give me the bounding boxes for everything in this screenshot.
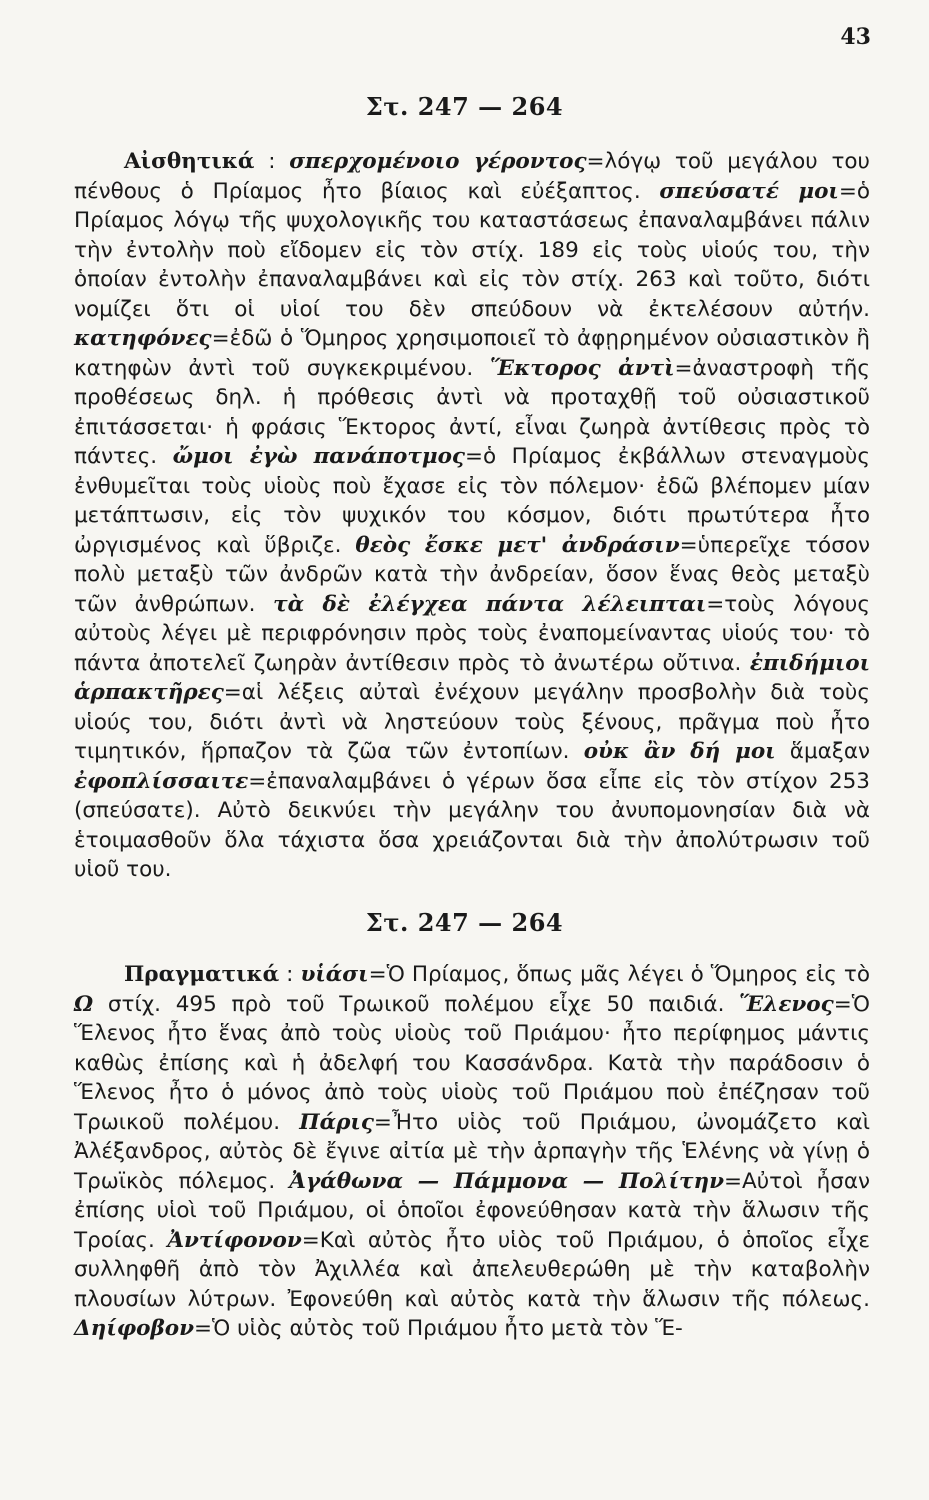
lemma-term: ἐφοπλίσσαιτε [74, 768, 249, 794]
lemma-explanation: =ὑπερεῖχε τόσον πολὺ μεταξὺ τῶν ἀνδρῶν κατὰ τὴν ἀνδρείαν, ὅσον ἕνας θεὸς μεταξὺ τῶν ἀνθρώπων. [74, 532, 870, 617]
lemma-explanation: στίχ. 495 πρὸ τοῦ Τρωικοῦ πολέμου εἶχε 50 παιδιά. [93, 991, 740, 1017]
lemma-explanation: =λόγῳ τοῦ μεγάλου του πένθους ὁ Πρίαμος ἦτο βίαιος καὶ εὐέξαπτος. [74, 149, 870, 204]
lemma-term: υἱάσι [300, 962, 369, 987]
lemma-term: Ἕλενος [739, 991, 834, 1017]
lemma-explanation: =Ὁ υἱὸς αὐτὸς τοῦ Πριάμου ἦτο μετὰ τὸν Ἕ- [194, 1316, 683, 1341]
section-heading-aesthetic: Στ. 247 — 264 [365, 92, 564, 121]
section-label: Αἰσθητικά [124, 149, 255, 174]
lemma-term: οὐκ ἂν δή μοι [583, 739, 776, 764]
factual-paragraph: Πραγματικά : υἱάσι=Ὁ Πρίαμος, ὅπως μᾶς λέγει ὁ Ὅμηρος εἰς τὸ Ω στίχ. 495 πρὸ τοῦ Τρωικοῦ πολέμου εἶχε 50 παιδιά. Ἕλενος=Ὁ Ἕλενος ἦτο ἕνας ἀπὸ τοὺς υἱοὺς τοῦ Πριάμου· ἦτο περίφημος μάντις καθὼς ἐπίσης καὶ ἡ ἀδελφή του Κασσάνδρα. Κατὰ τὴν παράδοσιν ὁ Ἕλενος ἦτο ὁ μόνος ἀπὸ τοὺς υἱοὺς τοῦ Πριάμου ποὺ ἐπέζησαν τοῦ Τρωικοῦ πολέμου. Πάρις=Ἦτο υἱὸς τοῦ Πριάμου, ὠνομάζετο καὶ Ἀλέξανδρος, αὐτὸς δὲ ἔγινε αἰτία μὲ τὴν ἁρπαγὴν τῆς Ἑλένης νὰ γίνῃ ὁ Τρωϊκὸς πόλεμος. Ἀγάθωνα — Πάμμονα — Πολίτην=Αὐτοὶ ἦσαν ἐπίσης υἱοὶ τοῦ Πριάμου, οἱ ὁποῖοι ἐφονεύθησαν κατὰ τὴν ἅλωσιν τῆς Τροίας. Ἀντίφονον=Καὶ αὐτὸς ἦτο υἱὸς τοῦ Πριάμου, ὁ ὁποῖος εἶχε συλληφθῆ ἀπὸ τὸν Ἀχιλλέα καὶ ἀπελευθερώθη μὲ τὴν καταβολὴν πλουσίων λύτρων. Ἐφονεύθη καὶ αὐτὸς κατὰ τὴν ἅλωσιν τῆς πόλεως. Δηίφοβον=Ὁ υἱὸς αὐτὸς τοῦ Πριάμου ἦτο μετὰ τὸν Ἕ- [74, 962, 871, 1341]
lemma-term: σπεύσατέ μοι [659, 178, 839, 204]
lemma-explanation: =Ὁ Ἕλενος ἦτο ἕνας ἀπὸ τοὺς υἱοὺς τοῦ Πριάμου· ἦτο περίφημος μάντις καθὼς ἐπίσης καὶ ἡ ἀδελφή του Κασσάνδρα. Κατὰ τὴν παράδοσιν ὁ Ἕλενος ἦτο ὁ μόνος ἀπὸ τοὺς υἱοὺς τοῦ Πριάμου ποὺ ἐπέζησαν τοῦ Τρωικοῦ πολέμου. [74, 991, 870, 1135]
aesthetic-commentary [74, 147, 870, 885]
lemma-term: κατηφόνες [74, 326, 212, 351]
lemma-term: Πάρις [299, 1109, 374, 1135]
lemma-explanation: =Καὶ αὐτὸς ἦτο υἱὸς τοῦ Πριάμου, ὁ ὁποῖος εἶχε συλληφθῆ ἀπὸ τὸν Ἀχιλλέα καὶ ἀπελευθερώθη μὲ τὴν καταβολὴν πλουσίων λύτρων. Ἐφονεύθη καὶ αὐτὸς κατὰ τὴν ἅλωσιν τῆς πόλεως. [74, 1227, 871, 1312]
lemma-explanation: =Ὁ Πρίαμος, ὅπως μᾶς λέγει ὁ Ὅμηρος εἰς τὸ [368, 962, 870, 987]
section-heading-factual: Στ. 247 — 264 [365, 908, 564, 937]
lemma-term: ἐπιδήμιοι ἁρπακτῆρες [74, 650, 870, 705]
lemma-term: τὰ δὲ ἐλέγχεα πάντα λέλειπται [273, 591, 707, 617]
aesthetic-paragraph: Αἰσθητικά : σπερχομένοιο γέροντος=λόγῳ τοῦ μεγάλου του πένθους ὁ Πρίαμος ἦτο βίαιος καὶ εὐέξαπτος. σπεύσατέ μοι=ὁ Πρίαμος λόγῳ τῆς ψυχολογικῆς του καταστάσεως ἐπαναλαμβάνει πάλιν τὴν ἐντολὴν ποὺ εἴδομεν εἰς τὸν στίχ. 189 εἰς τοὺς υἱούς του, τὴν ὁποίαν ἐντολὴν ἐπαναλαμβάνει καὶ εἰς τὸν στίχ. 263 καὶ τοῦτο, διότι νομίζει ὅτι οἱ υἱοί του δὲν σπεύδουν νὰ ἐκτελέσουν αὐτήν. κατηφόνες=ἐδῶ ὁ Ὅμηρος χρησιμοποιεῖ τὸ ἀφῃρημένον οὐσιαστικὸν ἢ κατηφὼν ἀντὶ τοῦ συγκεκριμένου. Ἕκτορος ἀντὶ=ἀναστροφὴ τῆς προθέσεως δηλ. ἡ πρόθεσις ἀντὶ νὰ προταχθῇ τοῦ οὐσιαστικοῦ ἐπιτάσσεται· ἡ φράσις Ἕκτορος ἀντί, εἶναι ζωηρὰ ἀντίθεσις πρὸς τὸ πάντες. ὤμοι ἐγὼ πανάποτμος=ὁ Πρίαμος ἐκβάλλων στεναγμοὺς ἐνθυμεῖται τοὺς υἱοὺς ποὺ ἔχασε εἰς τὸν πόλεμον· ἐδῶ βλέπομεν μίαν μετάπτωσιν, εἰς τὸν ψυχικόν του κόσμον, διότι πρωτύτερα ἦτο ὠργισμένος καὶ ὕβριζε. θεὸς ἔσκε μετ' ἀνδράσιν=ὑπερεῖχε τόσον πολὺ μεταξὺ τῶν ἀνδρῶν κατὰ τὴν ἀνδρείαν, ὅσον ἕνας θεὸς μεταξὺ τῶν ἀνθρώπων. τὰ δὲ ἐλέγχεα πάντα λέλειπται=τοὺς λόγους αὐτοὺς λέγει μὲ περιφρόνησιν πρὸς τοὺς ἐναπομείναντας υἱούς του· τὸ πάντα ἀποτελεῖ ζωηρὰν ἀντίθεσιν πρὸς τὸ ἀνωτέρω οὔτινα. ἐπιδήμιοι ἁρπακτῆρες=αἱ λέξεις αὐταὶ ἐνέχουν μεγάλην προσβολὴν διὰ τοὺς υἱούς του, διότι ἀντὶ νὰ ληστεύουν τοὺς ξένους, πρᾶγμα ποὺ ἦτο τιμητικόν, ἥρπαζον τὰ ζῶα τῶν ἐντοπίων. οὐκ ἂν δή μοι ἅμαξαν ἐφοπλίσσαιτε=ἐπαναλαμβάνει ὁ γέρων ὅσα εἶπε εἰς τὸν στίχον 253 (σπεύσατε). Αὐτὸ δεικνύει τὴν μεγάλην του ἀνυπομονησίαν διὰ νὰ ἑτοιμασθοῦν ὅλα τάχιστα ὅσα χρειάζονται διὰ τὴν ἀπολύτρωσιν τοῦ υἱοῦ του. [74, 149, 871, 882]
page-number: 43 [840, 24, 871, 50]
lemma-explanation: =αἱ λέξεις αὐταὶ ἐνέχουν μεγάλην προσβολὴν διὰ τοὺς υἱούς του, διότι ἀντὶ νὰ ληστεύουν τοὺς ξένους, πρᾶγμα ποὺ ἦτο τιμητικόν, ἥρπαζον τὰ ζῶα τῶν ἐντοπίων. [74, 680, 870, 764]
lemma-term: Ἀντίφονον [167, 1227, 302, 1253]
lemma-explanation: =ὁ Πρίαμος λόγῳ τῆς ψυχολογικῆς του καταστάσεως ἐπαναλαμβάνει πάλιν τὴν ἐντολὴν ποὺ εἴδομεν εἰς τὸν στίχ. 189 εἰς τοὺς υἱούς του, τὴν ὁποίαν ἐντολὴν ἐπαναλαμβάνει καὶ εἰς τὸν στίχ. 263 καὶ τοῦτο, διότι νομίζει ὅτι οἱ υἱοί του δὲν σπεύδουν νὰ ἐκτελέσουν αὐτήν. [74, 178, 870, 322]
factual-commentary [74, 960, 870, 1344]
lemma-term: Ἕκτορος ἀντὶ [490, 355, 675, 381]
lemma-term: θεὸς ἔσκε μετ' ἀνδράσιν [355, 532, 680, 558]
lemma-explanation: =Ἦτο υἱὸς τοῦ Πριάμου, ὠνομάζετο καὶ Ἀλέξανδρος, αὐτὸς δὲ ἔγινε αἰτία μὲ τὴν ἁρπαγὴν τῆς Ἑλένης νὰ γίνῃ ὁ Τρωϊκὸς πόλεμος. [74, 1109, 871, 1194]
lemma-term: σπερχομένοιο γέροντος [289, 149, 587, 174]
section-label: Πραγματικά [124, 962, 280, 987]
lemma-explanation: =Αὐτοὶ ἦσαν ἐπίσης υἱοὶ τοῦ Πριάμου, οἱ ὁποῖοι ἐφονεύθησαν κατὰ τὴν ἅλωσιν τῆς Τροίας. [74, 1168, 870, 1253]
lemma-explanation: =ἐπαναλαμβάνει ὁ γέρων ὅσα εἶπε εἰς τὸν στίχον 253 (σπεύσατε). Αὐτὸ δεικνύει τὴν μεγάλην του ἀνυπομονησίαν διὰ νὰ ἑτοιμασθοῦν ὅλα τάχιστα ὅσα χρειάζονται διὰ τὴν ἀπολύτρωσιν τοῦ υἱοῦ του. [74, 768, 870, 882]
lemma-explanation: =τοὺς λόγους αὐτοὺς λέγει μὲ περιφρόνησιν πρὸς τοὺς ἐναπομείναντας υἱούς του· τὸ πάντα ἀποτελεῖ ζωηρὰν ἀντίθεσιν πρὸς τὸ ἀνωτέρω οὔτινα. [74, 591, 870, 676]
lemma-term: ὤμοι ἐγὼ πανάποτμος [172, 444, 466, 469]
lemma-explanation: =ὁ Πρίαμος ἐκβάλλων στεναγμοὺς ἐνθυμεῖται τοὺς υἱοὺς ποὺ ἔχασε εἰς τὸν πόλεμον· ἐδῶ βλέπομεν μίαν μετάπτωσιν, εἰς τὸν ψυχικόν του κόσμον, διότι πρωτύτερα ἦτο ὠργισμένος καὶ ὕβριζε. [74, 444, 870, 558]
lemma-explanation: =ἐδῶ ὁ Ὅμηρος χρησιμοποιεῖ τὸ ἀφῃρημένον οὐσιαστικὸν ἢ κατηφὼν ἀντὶ τοῦ συγκεκριμένου. [74, 326, 870, 381]
lemma-term: Ω [74, 991, 94, 1017]
lemma-explanation: ἅμαξαν [775, 739, 871, 764]
lemma-term: Ἀγάθωνα — Πάμμονα — Πολίτην [289, 1168, 724, 1194]
lemma-explanation: =ἀναστροφὴ τῆς προθέσεως δηλ. ἡ πρόθεσις ἀντὶ νὰ προταχθῇ τοῦ οὐσιαστικοῦ ἐπιτάσσεται· ἡ φράσις Ἕκτορος ἀντί, εἶναι ζωηρὰ ἀντίθεσις πρὸς τὸ πάντες. [74, 355, 870, 469]
lemma-term: Δηίφοβον [74, 1316, 195, 1341]
